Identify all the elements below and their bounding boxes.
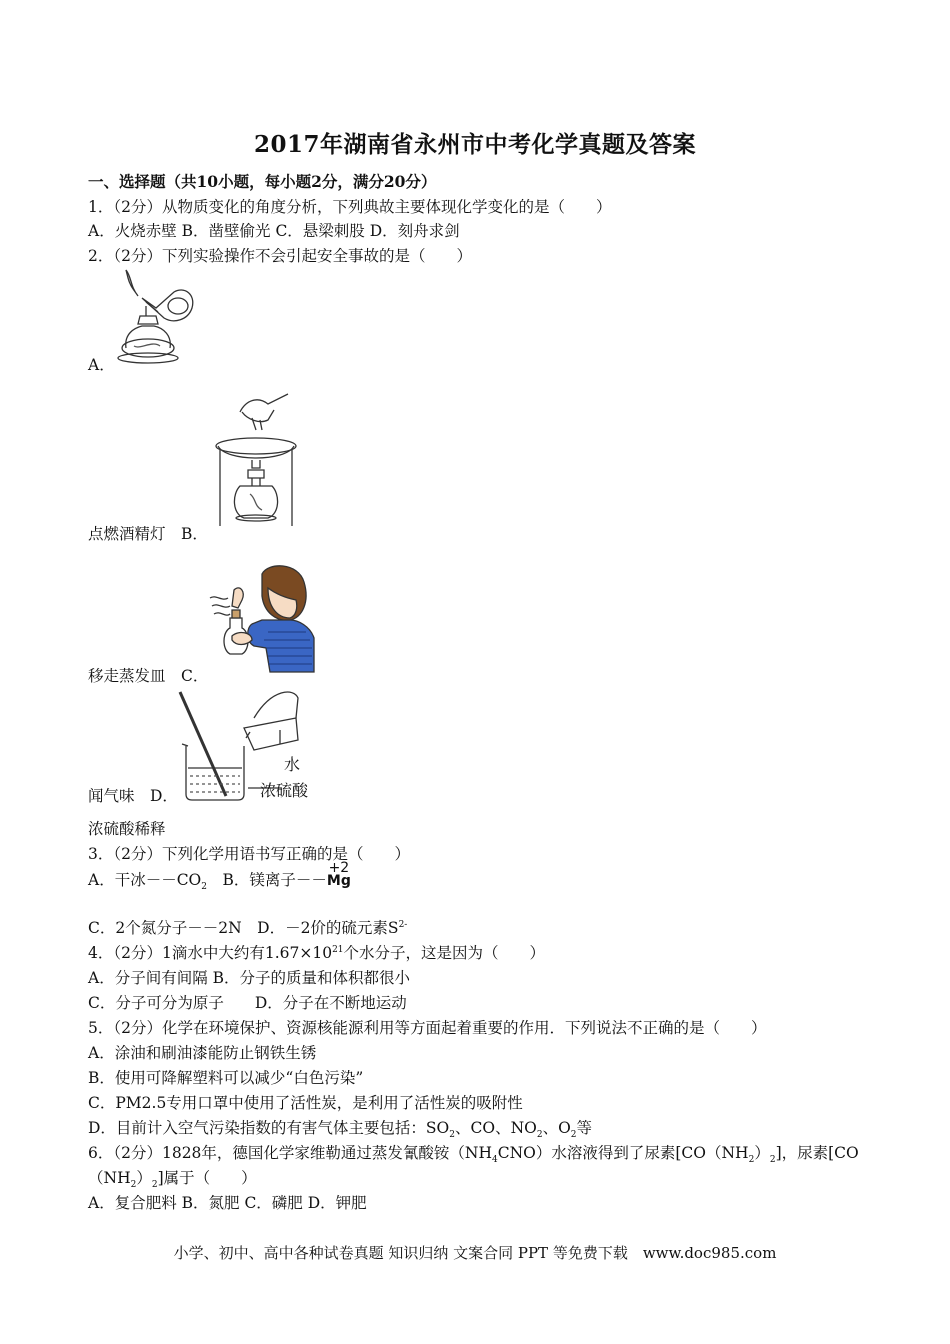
question-4-options-cd: C．分子可分为原子 D．分子在不断地运动 [88,994,407,1012]
option-c-label: 移走蒸发皿 C． [88,667,209,685]
q6-sub2a: 2 [748,1155,755,1166]
q6-l2-mid: ） [136,1169,152,1187]
option-a-label: A． [88,356,115,374]
mg-charge: +2 [328,860,350,876]
q5d-pre: D．目前计入空气污染指数的有害气体主要包括：SO [88,1119,450,1137]
question-3-stem: 3．（2分）下列化学用语书写正确的是（ ） [88,845,410,863]
q6-l2-pre: （NH [88,1169,131,1187]
question-1-stem: 1．（2分）从物质变化的角度分析，下列典故主要体现化学变化的是（ ） [88,198,612,216]
question-5-option-b: B．使用可降解塑料可以减少“白色污染” [88,1069,364,1087]
question-5-option-a: A．涂油和刷油漆能防止钢铁生锈 [88,1044,317,1062]
q5d-mid2: 、O [542,1119,571,1137]
q3-option-a-sub: 2 [201,882,207,893]
question-4-stem [88,941,545,963]
q3-option-cd: C．2个氮分子－－2N D．－2价的硫元素S [88,919,399,937]
mg-symbol: Mg [326,873,351,889]
question-6-stem-line2 [88,1166,257,1190]
question-3-options-ab [88,860,351,894]
q5d-sub-so2: 2 [449,1130,455,1141]
evaporating-dish-figure [212,390,298,530]
q6-l2-post: ]属于（ ） [157,1169,257,1187]
page-title: 2017年湖南省永州市中考化学真题及答案 [253,131,696,158]
q4-exponent: 21 [332,944,344,955]
page-footer: 小学、初中、高中各种试卷真题 知识归纳 文案合同 PPT 等免费下载 www.doc985.com [173,1244,777,1262]
q6-l2-sub2b: 2 [151,1180,158,1191]
q6-sub2b: 2 [769,1155,776,1166]
q6-sub4: 4 [492,1155,498,1166]
q5d-post: 等 [576,1119,593,1137]
question-6-stem-line1 [88,1141,859,1165]
q6-l2-sub2a: 2 [130,1180,137,1191]
water-label: 水 [284,755,301,774]
q5d-mid1: 、CO、NO [455,1119,537,1137]
q4-stem-pre: 4．（2分）1滴水中大约有1.67×10 [88,944,333,962]
q3-s-charge: 2- [398,919,408,930]
q6-pre: 6．（2分）1828年，德国化学家维勒通过蒸发氰酸铵（NH [88,1144,493,1162]
question-5-option-c: C．PM2.5专用口罩中使用了活性炭，是利用了活性炭的吸附性 [88,1094,523,1112]
question-5-stem: 5．（2分）化学在环境保护、资源核能源利用等方面起着重要的作用．下列说法不正确的是（ ） [88,1019,767,1037]
question-6-options: A．复合肥料 B．氮肥 C．磷肥 D．钾肥 [88,1194,367,1212]
question-1-options: A．火烧赤壁 B．凿壁偷光 C．悬梁刺股 D．刻舟求剑 [88,222,460,240]
option-d-caption: 浓硫酸稀释 [88,820,166,838]
acid-dilution-figure [176,688,326,803]
question-2-stem: 2．（2分）下列实验操作不会引起安全事故的是（ ） [88,247,472,265]
section-heading: 一、选择题（共10小题，每小题2分，满分20分） [88,172,437,191]
alcohol-lamp-lighting-figure [112,266,202,366]
option-b-label: 点燃酒精灯 B． [88,525,208,543]
q6-end: ]，尿素[CO [775,1144,859,1162]
q3-option-a: A．干冰－－CO [88,871,202,889]
question-5-option-d [88,1116,592,1140]
question-3-options-cd [88,916,407,938]
question-4-options-ab: A．分子间有间隔 B．分子的质量和体积都很小 [88,969,411,987]
q5d-sub-no2: 2 [536,1130,543,1141]
q6-mid: CNO）水溶液得到了尿素[CO（NH [497,1144,749,1162]
acid-label: 浓硫酸 [260,781,309,800]
option-d-label: 闻气味 D． [88,787,178,805]
q3-option-b: B．镁离子－－ [222,871,327,889]
smelling-gas-figure [206,560,316,675]
q5d-sub-o2: 2 [570,1130,577,1141]
mg-ion [327,862,351,888]
q4-stem-post: 个水分子，这是因为（ ） [343,944,546,962]
q6-post: ） [754,1144,770,1162]
